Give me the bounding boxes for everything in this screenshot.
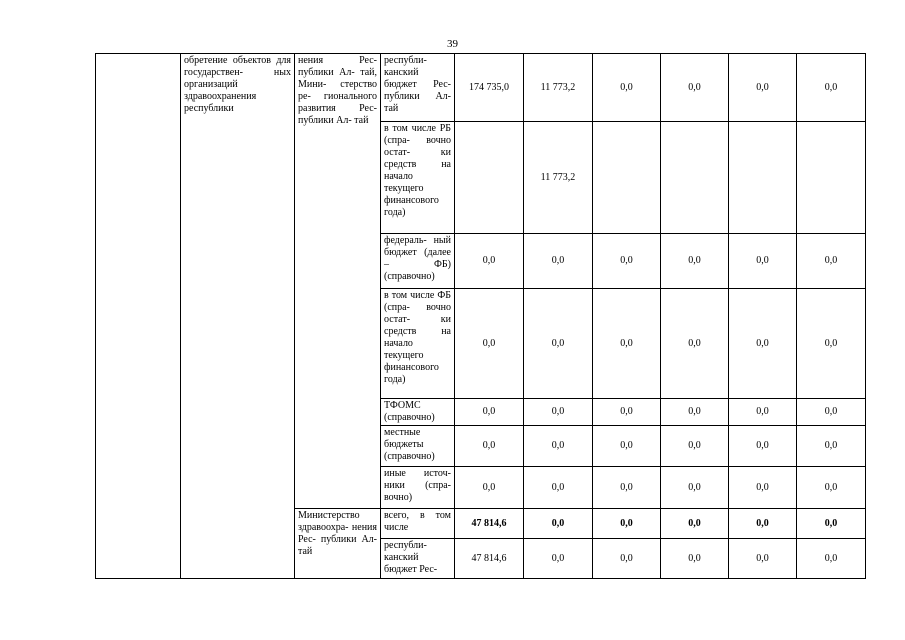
funding-table bbox=[95, 53, 866, 579]
value-cell: 0,0 bbox=[455, 399, 524, 426]
value-cell bbox=[661, 122, 729, 234]
source-cell: иные источ- ники (спра- вочно) bbox=[381, 467, 455, 509]
value-cell: 0,0 bbox=[524, 467, 593, 509]
value-cell bbox=[797, 122, 866, 234]
value-cell: 0,0 bbox=[729, 234, 797, 289]
value-cell: 0,0 bbox=[661, 54, 729, 122]
source-cell: в том числе ФБ (спра- вочно остат- ки средств на начало текущего финансового года) bbox=[381, 289, 455, 399]
value-cell: 0,0 bbox=[661, 509, 729, 539]
value-cell: 0,0 bbox=[593, 509, 661, 539]
value-cell: 0,0 bbox=[729, 54, 797, 122]
executor-cell: Министерство здравоохра- нения Рес- публики Ал- тай bbox=[295, 509, 381, 579]
executor-cell: нения Рес- публики Ал- тай, Мини- стерство ре- гионального развития Рес- публики Ал- тай bbox=[295, 54, 381, 509]
value-cell: 47 814,6 bbox=[455, 539, 524, 579]
value-cell: 11 773,2 bbox=[524, 122, 593, 234]
value-cell: 11 773,2 bbox=[524, 54, 593, 122]
page-number: 39 bbox=[447, 38, 458, 50]
value-cell: 0,0 bbox=[455, 426, 524, 467]
value-cell: 0,0 bbox=[593, 539, 661, 579]
value-cell: 47 814,6 bbox=[455, 509, 524, 539]
source-cell: всего, в том числе bbox=[381, 509, 455, 539]
value-cell: 0,0 bbox=[661, 426, 729, 467]
object-name-cell: обретение объектов для государствен- ных организаций здравоохранения республики bbox=[181, 54, 295, 579]
value-cell: 0,0 bbox=[593, 289, 661, 399]
value-cell: 174 735,0 bbox=[455, 54, 524, 122]
value-cell: 0,0 bbox=[661, 289, 729, 399]
value-cell: 0,0 bbox=[729, 539, 797, 579]
source-cell: ТФОМС (справочно) bbox=[381, 399, 455, 426]
value-cell: 0,0 bbox=[661, 399, 729, 426]
value-cell: 0,0 bbox=[797, 54, 866, 122]
value-cell: 0,0 bbox=[524, 289, 593, 399]
value-cell bbox=[593, 122, 661, 234]
value-cell: 0,0 bbox=[661, 539, 729, 579]
value-cell: 0,0 bbox=[729, 399, 797, 426]
value-cell: 0,0 bbox=[455, 467, 524, 509]
value-cell: 0,0 bbox=[729, 426, 797, 467]
value-cell: 0,0 bbox=[524, 509, 593, 539]
value-cell: 0,0 bbox=[729, 467, 797, 509]
value-cell: 0,0 bbox=[455, 289, 524, 399]
value-cell: 0,0 bbox=[524, 426, 593, 467]
value-cell: 0,0 bbox=[797, 509, 866, 539]
source-cell: республи- канский бюджет Рес- публики Ал- тай bbox=[381, 54, 455, 122]
value-cell: 0,0 bbox=[593, 426, 661, 467]
value-cell: 0,0 bbox=[524, 399, 593, 426]
value-cell: 0,0 bbox=[797, 426, 866, 467]
value-cell: 0,0 bbox=[661, 234, 729, 289]
value-cell: 0,0 bbox=[455, 234, 524, 289]
value-cell: 0,0 bbox=[797, 289, 866, 399]
table-row bbox=[96, 54, 866, 122]
value-cell: 0,0 bbox=[661, 467, 729, 509]
value-cell: 0,0 bbox=[524, 539, 593, 579]
value-cell bbox=[455, 122, 524, 234]
value-cell: 0,0 bbox=[797, 399, 866, 426]
source-cell: местные бюджеты (справочно) bbox=[381, 426, 455, 467]
source-cell: в том числе РБ (спра- вочно остат- ки средств на начало текущего финансового года) bbox=[381, 122, 455, 234]
value-cell bbox=[729, 122, 797, 234]
value-cell: 0,0 bbox=[797, 234, 866, 289]
value-cell: 0,0 bbox=[593, 399, 661, 426]
value-cell: 0,0 bbox=[729, 509, 797, 539]
value-cell: 0,0 bbox=[524, 234, 593, 289]
value-cell: 0,0 bbox=[593, 467, 661, 509]
value-cell: 0,0 bbox=[797, 539, 866, 579]
value-cell: 0,0 bbox=[593, 54, 661, 122]
number-cell bbox=[96, 54, 181, 579]
value-cell: 0,0 bbox=[729, 289, 797, 399]
value-cell: 0,0 bbox=[797, 467, 866, 509]
value-cell: 0,0 bbox=[593, 234, 661, 289]
source-cell: республи- канский бюджет Рес- bbox=[381, 539, 455, 579]
source-cell: федераль- ный бюджет (далее – ФБ) (справочно) bbox=[381, 234, 455, 289]
